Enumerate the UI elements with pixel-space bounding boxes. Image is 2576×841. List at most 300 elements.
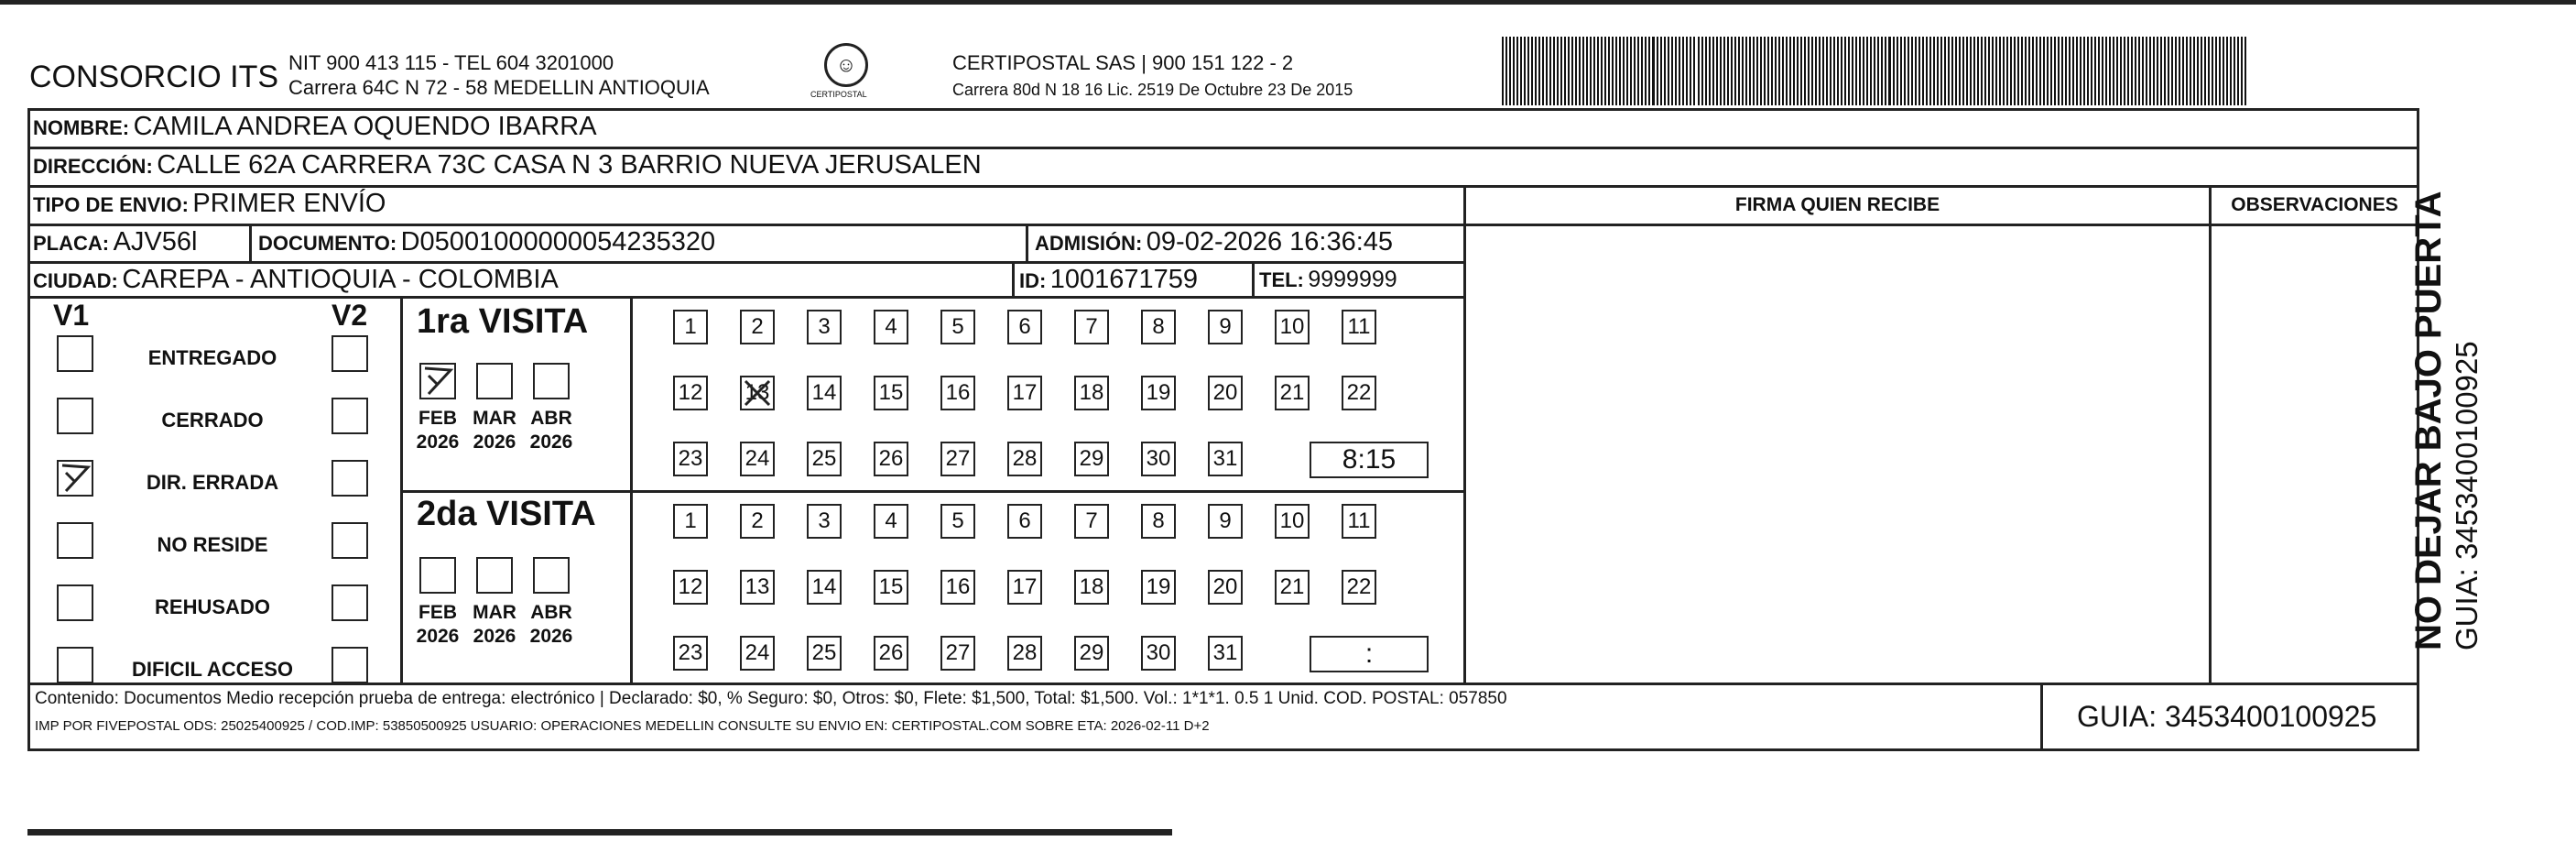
barcode-bar: [1601, 37, 1603, 105]
day-number: 29: [1079, 640, 1104, 665]
status-v1-checkbox[interactable]: [57, 398, 93, 434]
barcode-bar: [1866, 37, 1868, 105]
col-divider: [1012, 261, 1015, 296]
barcode-bar: [1630, 37, 1632, 105]
status-label: NO RESIDE: [157, 533, 268, 556]
col-divider: [400, 296, 403, 683]
status-v1-checkbox[interactable]: [57, 584, 93, 621]
first-visit-day-31[interactable]: [1208, 442, 1243, 476]
barcode-bar: [2091, 37, 2092, 105]
barcode-bar: [1671, 37, 1673, 105]
second-visit-month-checkbox[interactable]: [476, 557, 513, 594]
second-visit-day-15[interactable]: [874, 570, 908, 605]
documento-label: DOCUMENTO:: [258, 232, 397, 255]
first-visit-day-4[interactable]: [874, 310, 908, 344]
barcode-bar: [1727, 37, 1729, 105]
barcode-bar: [1668, 37, 1669, 105]
day-number: 27: [945, 446, 971, 471]
footer-imp: IMP POR FIVEPOSTAL ODS: 25025400925 / COD.IMP: 53850500925 USUARIO: OPERACIONES MEDELLIN CONSULTE SU ENVIO EN: CERTIPOSTAL.COM SOBRE ETA: 2026-02-11 D+2: [35, 718, 1210, 734]
first-visit-day-26[interactable]: [874, 442, 908, 476]
barcode-bar: [1789, 37, 1791, 105]
check-mark-icon: [57, 460, 93, 497]
tel-cell: [1259, 267, 1397, 293]
barcode-bar: [2164, 37, 2166, 105]
barcode-bar: [1797, 37, 1799, 105]
first-visit-month-label: ABR: [530, 408, 572, 429]
day-number: 8: [1152, 314, 1165, 339]
check-mark-icon: [419, 363, 456, 399]
barcode-bar: [1693, 37, 1695, 105]
second-visit-day-4[interactable]: [874, 504, 908, 539]
first-visit-month-checkbox[interactable]: [533, 363, 570, 399]
barcode-bar: [2179, 37, 2180, 105]
barcode-bar: [1966, 37, 1968, 105]
second-visit-day-1[interactable]: [673, 504, 708, 539]
barcode-bar: [1764, 37, 1766, 105]
second-visit-day-23[interactable]: [673, 636, 708, 671]
day-number: 20: [1212, 574, 1238, 599]
barcode-bar: [1981, 37, 1983, 105]
barcode-bar: [1502, 37, 1504, 105]
second-visit-day-28[interactable]: [1007, 636, 1042, 671]
second-visit-day-16[interactable]: [940, 570, 975, 605]
status-v1-checkbox[interactable]: [57, 522, 93, 559]
barcode-bar: [2182, 37, 2184, 105]
company-address: Carrera 64C N 72 - 58 MEDELLIN ANTIOQUIA: [288, 76, 710, 99]
barcode-bar: [2135, 37, 2136, 105]
top-border: [0, 0, 2576, 5]
day-number: 6: [1018, 314, 1031, 339]
barcode-bar: [1848, 37, 1850, 105]
barcode-bar: [2168, 37, 2169, 105]
second-visit-day-29[interactable]: [1074, 636, 1109, 671]
barcode-bar: [2234, 37, 2235, 105]
barcode-bar: [1852, 37, 1853, 105]
company-name: CONSORCIO ITS: [29, 60, 279, 94]
company-nit: NIT 900 413 115 - TEL 604 3201000: [288, 51, 614, 74]
placa-cell: [33, 227, 197, 257]
first-visit-day-30[interactable]: [1141, 442, 1176, 476]
barcode-bar: [1560, 37, 1562, 105]
first-visit-day-20[interactable]: [1208, 376, 1243, 410]
barcode-bar: [2072, 37, 2074, 105]
second-visit-day-5[interactable]: [940, 504, 975, 539]
day-number: 16: [945, 380, 971, 405]
first-visit-day-28[interactable]: [1007, 442, 1042, 476]
barcode-bar: [1520, 37, 1522, 105]
barcode-bar: [2138, 37, 2140, 105]
row-divider: [27, 296, 1465, 299]
id-label: ID:: [1019, 269, 1047, 292]
second-visit-day-19[interactable]: [1141, 570, 1176, 605]
barcode-bar: [2098, 37, 2100, 105]
barcode-bar: [2120, 37, 2122, 105]
footer-guia: GUIA: 3453400100925: [2077, 700, 2377, 733]
placa-value: AJV56l: [113, 227, 198, 257]
status-label: ENTREGADO: [147, 346, 277, 369]
first-visit-day-15[interactable]: [874, 376, 908, 410]
barcode-bar: [1531, 37, 1533, 105]
status-v2-checkbox[interactable]: [332, 522, 368, 559]
barcode-bar: [1933, 37, 1935, 105]
barcode-bar: [2175, 37, 2177, 105]
second-visit-day-21[interactable]: [1275, 570, 1310, 605]
footer-contenido: Contenido: Documentos Medio recepción prueba de entrega: electrónico | Declarado: $0, % Seguro: $0, Otros: $0, Flete: $1,500, Total: $1,500. Vol.: 1*1*1. 0.5 1 Unid. COD. POSTAL: 057850: [35, 689, 1507, 708]
barcode-bar: [1844, 37, 1846, 105]
direccion-row: [33, 150, 982, 180]
status-v1-checkbox[interactable]: [57, 647, 93, 683]
day-number: 9: [1219, 314, 1232, 339]
row-divider: [27, 147, 2419, 149]
second-visit-day-31[interactable]: [1208, 636, 1243, 671]
second-visit-day-17[interactable]: [1007, 570, 1042, 605]
barcode-bar: [2204, 37, 2206, 105]
barcode-bar: [2244, 37, 2246, 105]
barcode-bar: [2113, 37, 2114, 105]
day-number: 11: [1347, 314, 1371, 339]
second-visit-month-checkbox[interactable]: [419, 557, 456, 594]
ciudad-label: CIUDAD:: [33, 269, 118, 292]
status-v1-checkbox[interactable]: [57, 460, 93, 497]
barcode-bar: [1586, 37, 1588, 105]
barcode-bar: [1682, 37, 1684, 105]
first-visit-day-3[interactable]: [807, 310, 842, 344]
first-visit-day-6[interactable]: [1007, 310, 1042, 344]
barcode-bar: [2017, 37, 2019, 105]
status-v2-checkbox[interactable]: [332, 460, 368, 497]
day-number: 7: [1085, 508, 1098, 533]
first-visit-day-17[interactable]: [1007, 376, 1042, 410]
day-number: 15: [878, 574, 904, 599]
day-number: 24: [745, 446, 770, 471]
day-number: 25: [811, 640, 837, 665]
barcode-bar: [1657, 37, 1658, 105]
barcode-bar: [2124, 37, 2125, 105]
barcode-bar: [1709, 37, 1711, 105]
row-divider: [27, 261, 1465, 264]
side-text: [2408, 191, 2484, 650]
first-visit-day-25[interactable]: [807, 442, 842, 476]
first-visit-day-11[interactable]: [1342, 310, 1376, 344]
barcode-bar: [1634, 37, 1636, 105]
barcode-bar: [1604, 37, 1606, 105]
barcode-bar: [1553, 37, 1555, 105]
second-visit-day-14[interactable]: [807, 570, 842, 605]
first-visit-month-checkbox[interactable]: [419, 363, 456, 399]
barcode-bar: [1723, 37, 1725, 105]
col-divider: [2040, 683, 2043, 751]
nombre-row: [33, 112, 597, 142]
barcode-bar: [1815, 37, 1817, 105]
first-visit-day-1[interactable]: [673, 310, 708, 344]
first-visit-month-label: FEB: [418, 408, 457, 429]
barcode-bar: [2069, 37, 2071, 105]
barcode-bar: [1608, 37, 1610, 105]
barcode-bar: [1984, 37, 1986, 105]
first-visit-month-label: MAR: [473, 408, 516, 429]
barcode-bar: [2190, 37, 2191, 105]
day-number: 17: [1012, 574, 1038, 599]
barcode-bar: [1782, 37, 1784, 105]
barcode-bar: [1999, 37, 2001, 105]
second-visit-day-10[interactable]: [1275, 504, 1310, 539]
second-visit-day-6[interactable]: [1007, 504, 1042, 539]
barcode-bar: [2032, 37, 2034, 105]
admision-cell: [1035, 227, 1393, 257]
day-number: 21: [1279, 380, 1305, 405]
barcode-bar: [1593, 37, 1595, 105]
second-visit-day-24[interactable]: [740, 636, 775, 671]
barcode-bar: [1959, 37, 1961, 105]
barcode-bar: [1535, 37, 1537, 105]
barcode-bar: [2237, 37, 2239, 105]
first-visit-day-13[interactable]: [740, 376, 775, 410]
second-visit-day-18[interactable]: [1074, 570, 1109, 605]
tipo-row: [33, 189, 386, 219]
barcode-bar: [2043, 37, 2045, 105]
documento-value: D05001000000054235320: [400, 227, 716, 257]
second-visit-day-11[interactable]: [1342, 504, 1376, 539]
barcode-bar: [1915, 37, 1917, 105]
first-visit-day-27[interactable]: [940, 442, 975, 476]
barcode-bar: [1524, 37, 1526, 105]
first-visit-day-21[interactable]: [1275, 376, 1310, 410]
barcode-bar: [1786, 37, 1788, 105]
status-label: DIFICIL ACCESO: [131, 658, 293, 681]
no-dejar-label: NO DEJAR BAJO PUERTA: [2408, 191, 2449, 650]
first-visit-day-5[interactable]: [940, 310, 975, 344]
barcode-bar: [2208, 37, 2210, 105]
documento-cell: [258, 227, 715, 257]
second-visit-day-3[interactable]: [807, 504, 842, 539]
barcode-bar: [1870, 37, 1872, 105]
barcode-bar: [1948, 37, 1950, 105]
status-label: CERRADO: [161, 409, 264, 431]
barcode-bar: [1926, 37, 1928, 105]
barcode-bar: [1698, 37, 1700, 105]
barcode-bar: [1922, 37, 1924, 105]
v1-header: V1: [53, 299, 90, 332]
first-visit-day-23[interactable]: [673, 442, 708, 476]
barcode-bar: [2241, 37, 2243, 105]
tipo-value: PRIMER ENVÍO: [192, 189, 386, 218]
day-number: 25: [811, 446, 837, 471]
barcode-bar: [2109, 37, 2111, 105]
barcode-bar: [1819, 37, 1821, 105]
barcode-bar: [1612, 37, 1614, 105]
direccion-label: DIRECCIÓN:: [33, 155, 153, 178]
barcode-bar: [2215, 37, 2217, 105]
barcode-bar: [2058, 37, 2060, 105]
barcode-bar: [1804, 37, 1806, 105]
second-visit-year-label: 2026: [529, 626, 573, 647]
col-divider: [1252, 261, 1255, 296]
barcode-bar: [2010, 37, 2012, 105]
barcode-bar: [2028, 37, 2030, 105]
barcode-bar: [1564, 37, 1566, 105]
barcode-bar: [1830, 37, 1831, 105]
barcode-bar: [1822, 37, 1824, 105]
barcode: [1502, 37, 2253, 105]
first-visit-day-24[interactable]: [740, 442, 775, 476]
firma-header: FIRMA QUIEN RECIBE: [1734, 194, 1940, 215]
first-visit-day-2[interactable]: [740, 310, 775, 344]
second-visit-day-13[interactable]: [740, 570, 775, 605]
barcode-bar: [2226, 37, 2228, 105]
barcode-bar: [2036, 37, 2038, 105]
bottom-border: [27, 829, 1172, 836]
row-divider: [403, 490, 1465, 493]
first-visit-day-29[interactable]: [1074, 442, 1109, 476]
barcode-bar: [1874, 37, 1875, 105]
barcode-bar: [1929, 37, 1931, 105]
first-visit-title: 1ra VISITA: [417, 302, 589, 341]
ciudad-value: CAREPA - ANTIOQUIA - COLOMBIA: [122, 265, 559, 294]
day-number: 26: [878, 640, 904, 665]
barcode-bar: [2212, 37, 2213, 105]
barcode-bar: [1686, 37, 1688, 105]
nombre-label: NOMBRE:: [33, 116, 130, 139]
day-number: 23: [678, 640, 703, 665]
day-number: 20: [1212, 380, 1238, 405]
col-divider: [1026, 224, 1028, 261]
day-number: 14: [811, 380, 837, 405]
second-visit-time-box[interactable]: :: [1310, 636, 1429, 672]
first-visit-day-12[interactable]: [673, 376, 708, 410]
barcode-bar: [1749, 37, 1751, 105]
status-label: DIR. ERRADA: [146, 471, 279, 494]
barcode-bar: [1911, 37, 1913, 105]
second-visit-day-27[interactable]: [940, 636, 975, 671]
day-number: 29: [1079, 446, 1104, 471]
second-visit-day-26[interactable]: [874, 636, 908, 671]
barcode-bar: [2094, 37, 2096, 105]
second-visit-day-20[interactable]: [1208, 570, 1243, 605]
barcode-bar: [1542, 37, 1544, 105]
day-number: 22: [1346, 574, 1372, 599]
first-visit-day-22[interactable]: [1342, 376, 1376, 410]
day-number: 2: [751, 508, 764, 533]
first-visit-day-14[interactable]: [807, 376, 842, 410]
first-visit-day-9[interactable]: [1208, 310, 1243, 344]
status-v1-checkbox[interactable]: [57, 335, 93, 372]
first-visit-day-7[interactable]: [1074, 310, 1109, 344]
first-visit-day-10[interactable]: [1275, 310, 1310, 344]
barcode-bar: [2197, 37, 2199, 105]
day-number: 30: [1146, 446, 1171, 471]
id-cell: [1019, 265, 1198, 295]
barcode-bar: [2186, 37, 2188, 105]
barcode-bar: [1962, 37, 1964, 105]
barcode-bar: [1516, 37, 1518, 105]
barcode-bar: [1557, 37, 1559, 105]
second-visit-month-checkbox[interactable]: [533, 557, 570, 594]
barcode-bar: [1527, 37, 1529, 105]
second-visit-month-label: MAR: [473, 602, 516, 623]
barcode-bar: [1716, 37, 1718, 105]
barcode-bar: [1549, 37, 1551, 105]
second-visit-day-30[interactable]: [1141, 636, 1176, 671]
status-v2-checkbox[interactable]: [332, 335, 368, 372]
barcode-bar: [1705, 37, 1707, 105]
day-number: 1: [684, 508, 697, 533]
second-visit-day-7[interactable]: [1074, 504, 1109, 539]
first-visit-day-8[interactable]: [1141, 310, 1176, 344]
second-visit-day-25[interactable]: [807, 636, 842, 671]
barcode-bar: [1944, 37, 1946, 105]
barcode-bar: [1675, 37, 1677, 105]
tel-label: TEL:: [1259, 268, 1304, 291]
barcode-bar: [2087, 37, 2089, 105]
barcode-bar: [2142, 37, 2144, 105]
barcode-bar: [2201, 37, 2202, 105]
barcode-bar: [1900, 37, 1902, 105]
barcode-bar: [2153, 37, 2155, 105]
barcode-bar: [1648, 37, 1650, 105]
first-visit-day-18[interactable]: [1074, 376, 1109, 410]
barcode-bar: [2080, 37, 2081, 105]
barcode-bar: [1775, 37, 1777, 105]
barcode-bar: [2157, 37, 2158, 105]
second-visit-day-8[interactable]: [1141, 504, 1176, 539]
barcode-bar: [1720, 37, 1722, 105]
day-number: 12: [678, 380, 703, 405]
day-number: 6: [1018, 508, 1031, 533]
status-v2-checkbox[interactable]: [332, 584, 368, 621]
day-number: 8: [1152, 508, 1165, 533]
barcode-bar: [2219, 37, 2221, 105]
barcode-bar: [1745, 37, 1747, 105]
tel-value: 9999999: [1308, 267, 1397, 292]
ciudad-cell: [33, 265, 559, 295]
first-visit-month-checkbox[interactable]: [476, 363, 513, 399]
barcode-bar: [1615, 37, 1617, 105]
barcode-bar: [1623, 37, 1625, 105]
v2-header: V2: [332, 299, 368, 332]
second-visit-day-12[interactable]: [673, 570, 708, 605]
barcode-bar: [1988, 37, 1990, 105]
barcode-bar: [2105, 37, 2107, 105]
second-visit-day-9[interactable]: [1208, 504, 1243, 539]
admision-label: ADMISIÓN:: [1035, 232, 1143, 255]
second-visit-day-2[interactable]: [740, 504, 775, 539]
barcode-bar: [1645, 37, 1647, 105]
admision-value: 09-02-2026 16:36:45: [1146, 227, 1394, 257]
barcode-bar: [2131, 37, 2133, 105]
day-number: 28: [1012, 446, 1038, 471]
barcode-bar: [2160, 37, 2162, 105]
first-visit-time-box[interactable]: 8:15: [1310, 442, 1429, 478]
barcode-bar: [1800, 37, 1802, 105]
barcode-bar: [1679, 37, 1680, 105]
barcode-bar: [2171, 37, 2173, 105]
barcode-bar: [1753, 37, 1755, 105]
first-visit-year-label: 2026: [529, 431, 573, 453]
status-v2-checkbox[interactable]: [332, 647, 368, 683]
status-v2-checkbox[interactable]: [332, 398, 368, 434]
day-number: 9: [1219, 508, 1232, 533]
second-visit-month-label: ABR: [530, 602, 572, 623]
first-visit-day-16[interactable]: [940, 376, 975, 410]
barcode-bar: [2054, 37, 2056, 105]
barcode-bar: [2083, 37, 2085, 105]
day-number: 13: [745, 574, 770, 599]
barcode-bar: [1918, 37, 1920, 105]
second-visit-day-22[interactable]: [1342, 570, 1376, 605]
first-visit-day-19[interactable]: [1141, 376, 1176, 410]
barcode-bar: [1888, 37, 1891, 105]
barcode-bar: [1767, 37, 1769, 105]
